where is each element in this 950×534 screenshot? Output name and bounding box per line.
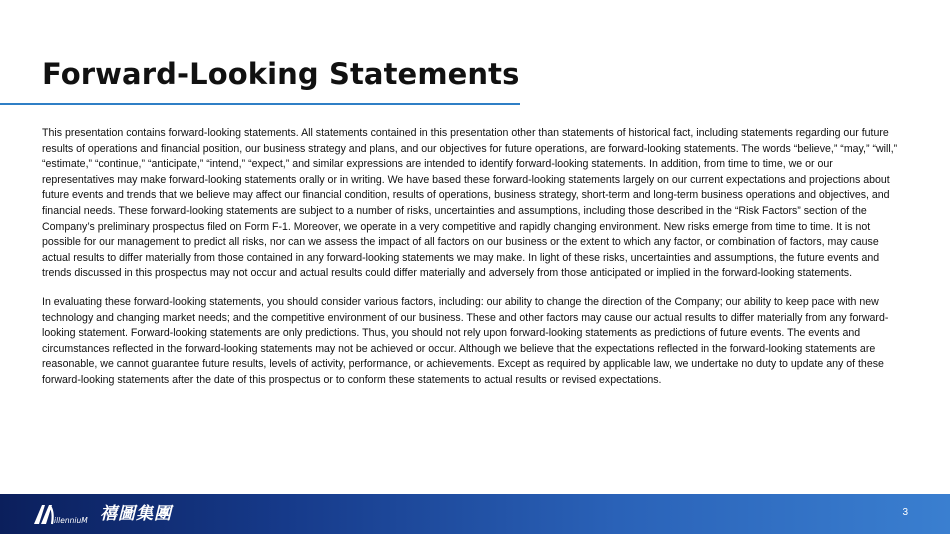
title-underline xyxy=(0,103,520,105)
company-logo xyxy=(32,502,172,526)
brand-name-chinese: 禧圖集團 xyxy=(100,504,172,524)
disclaimer-paragraph-2: In evaluating these forward-looking statements, you should consider various factors, including: our ability to change the direction of the Company; our ability to keep pace with new technology and changing market needs; and the competitive environment of our business. These and other factors may cause our actual results to differ materially from any forward-looking statement. Forward-looking statements are only predictions. Thus, you should not rely upon forward-looking statements as predictions of future events. The events and circumstances reflected in the forward-looking statements may not be achieved or occur. Although we believe that the expectations reflected in the forward-looking statements are reasonable, we cannot guarantee future results, levels of activity, performance, or achievements. Except as required by applicable law, we undertake no duty to update any of these forward-looking statements after the date of this prospectus or to conform these statements to actual results or revised expectations. xyxy=(42,295,889,386)
svg-text:illenniuM: illenniuM xyxy=(54,516,88,525)
millennium-logo-mark xyxy=(32,502,94,526)
slide-title: Forward-Looking Statements xyxy=(42,57,520,91)
disclaimer-paragraph-1: This presentation contains forward-looking statements. All statements contained in this presentation other than statements of historical fact, including statements regarding our future results of operations and financial position, our business strategy and plans, and our objectives for future operations, are forward-looking statements. The words “believe,” “may,” “will,” “estimate,” “continue,” “anticipate,” “intend,” “expect,” and similar expressions are intended to identify forward-looking statements. In addition, from time to time, we or our representatives may make forward-looking statements orally or in writing. We have based these forward-looking statements largely on our current expectations and projections about future events and trends that we believe may affect our financial condition, results of operations, business strategy, short-term and long-term business operations and objectives, and financial needs. These forward-looking statements are subject to a number of risks, uncertainties and assumptions, including those described in the “Risk Factors” section of the Company’s preliminary prospectus filed on Form F-1. Moreover, we operate in a very competitive and rapidly changing environment. New risks emerge from time to time. It is not possible for our management to predict all risks, nor can we assess the impact of all factors on our business or the extent to which any factor, or combination of factors, may cause actual results to differ materially from those contained in any forward-looking statements we may make. In light of these risks, uncertainties and assumptions, the future events and trends discussed in this prospectus may not occur and actual results could differ materially and adversely from those anticipated or implied in the forward-looking statements. xyxy=(42,127,898,280)
page-number: 3 xyxy=(902,507,908,518)
footer-bar xyxy=(0,494,950,534)
disclaimer-body xyxy=(42,126,908,402)
